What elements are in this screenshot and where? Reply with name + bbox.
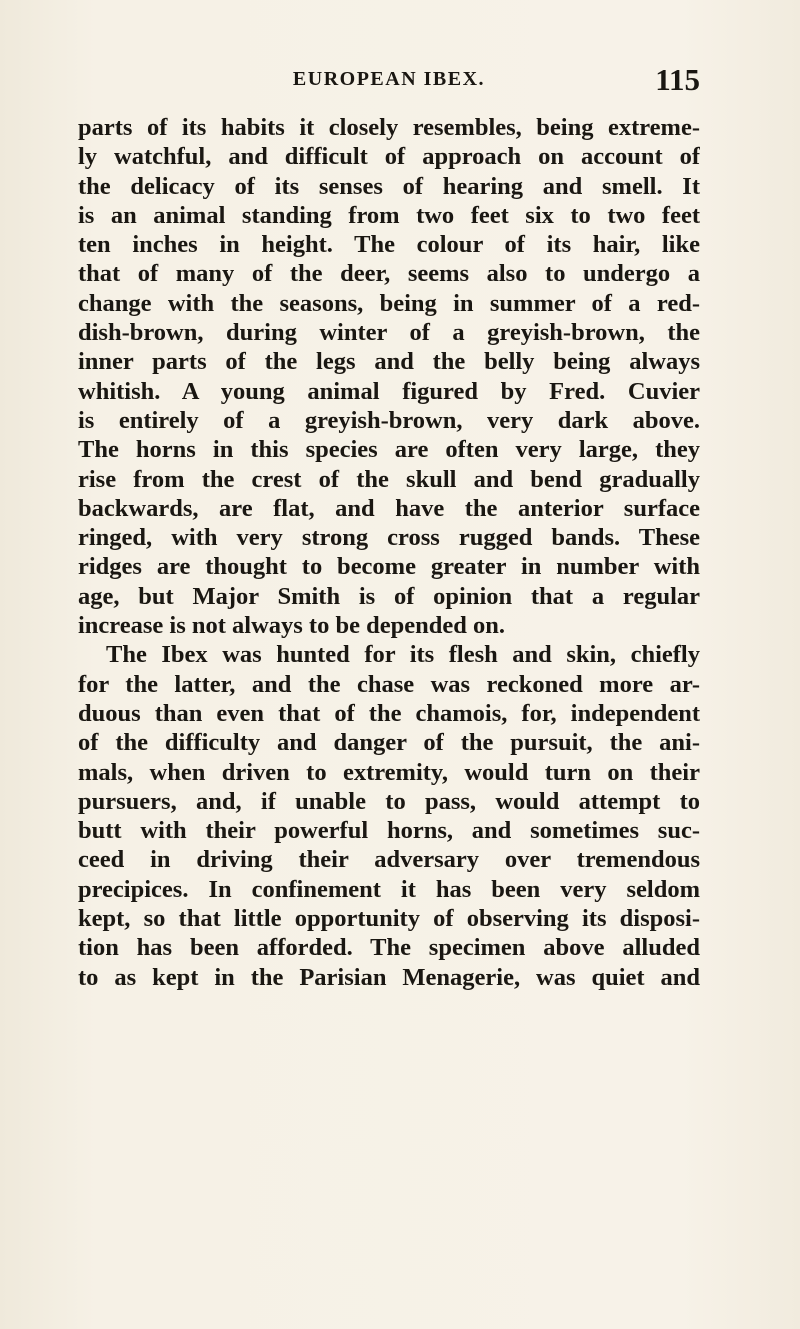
running-head [78, 62, 700, 102]
body-text [78, 113, 700, 992]
text-line: the delicacy of its senses of hearing and smell. It [78, 172, 700, 200]
text-line: of the difficulty and danger of the pursuit, the ani- [78, 729, 700, 757]
text-line: whitish. A young animal figured by Fred. Cuvier [78, 377, 700, 405]
text-line: ceed in driving their adversary over tremendous [78, 846, 700, 874]
text-line: ten inches in height. The colour of its hair, like [78, 231, 700, 259]
text-line: duous than even that of the chamois, for, independent [78, 699, 700, 727]
text-line: age, but Major Smith is of opinion that a regular [78, 582, 700, 610]
text-line: The horns in this species are often very large, they [78, 436, 700, 464]
text-line: tion has been afforded. The specimen above alluded [78, 934, 700, 962]
text-line: pursuers, and, if unable to pass, would attempt to [78, 787, 700, 815]
text-line: precipices. In confinement it has been very seldom [78, 875, 700, 903]
text-line: to as kept in the Parisian Menagerie, was quiet and [78, 963, 700, 991]
text-line: ly watchful, and difficult of approach on account of [78, 143, 700, 171]
running-head-title: EUROPEAN IBEX. [292, 68, 486, 90]
text-line: inner parts of the legs and the belly being always [78, 348, 700, 376]
text-line: butt with their powerful horns, and sometimes suc- [78, 817, 700, 845]
text-line: rise from the crest of the skull and bend gradually [78, 465, 700, 493]
text-line: change with the seasons, being in summer of a red- [78, 289, 700, 317]
text-line: ringed, with very strong cross rugged bands. These [78, 524, 700, 552]
text-line: backwards, are flat, and have the anterior surface [78, 494, 700, 522]
text-line: increase is not always to be depended on. [78, 612, 505, 640]
text-line: ridges are thought to become greater in number with [78, 553, 700, 581]
text-line: mals, when driven to extremity, would turn on their [78, 758, 700, 786]
text-line: dish-brown, during winter of a greyish-brown, the [78, 319, 700, 347]
text-line: that of many of the deer, seems also to undergo a [78, 260, 700, 288]
page-number: 115 [655, 62, 700, 97]
text-line: The Ibex was hunted for its flesh and skin, chiefly [106, 641, 700, 669]
text-line: is an animal standing from two feet six to two feet [78, 201, 700, 229]
text-line: is entirely of a greyish-brown, very dark above. [78, 406, 700, 434]
text-line: parts of its habits it closely resembles, being extreme- [78, 114, 700, 141]
text-line: kept, so that little opportunity of observing its disposi- [78, 905, 700, 933]
text-line: for the latter, and the chase was reckoned more ar- [78, 670, 700, 698]
